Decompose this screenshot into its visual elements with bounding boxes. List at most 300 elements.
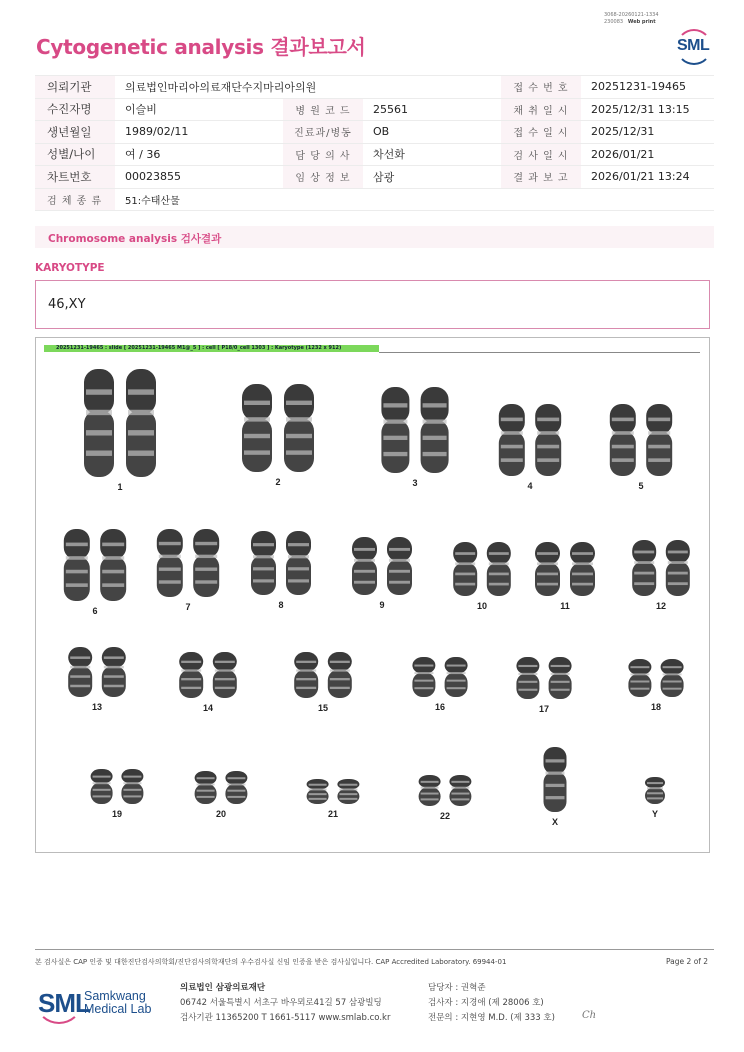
- chromosome-band: [70, 685, 90, 688]
- chromosome-band: [451, 781, 469, 783]
- chromosome-band: [104, 656, 124, 659]
- chromosome-band: [455, 552, 475, 555]
- print-meta-line2: [604, 19, 659, 26]
- chromosome-label: X: [551, 817, 559, 827]
- chromosome-Y: [645, 777, 665, 804]
- collection-time-label: 채 취 일 시: [501, 98, 581, 121]
- chromosome-band: [668, 561, 688, 564]
- chromatid-arm: [100, 556, 126, 601]
- chromosome-band: [572, 573, 593, 576]
- chromosome-band: [354, 570, 375, 573]
- chromosome-band: [634, 561, 654, 564]
- chromosome-band: [630, 673, 649, 675]
- specimen-value: 51:수태산물: [115, 188, 714, 211]
- chromosome-band: [501, 458, 523, 462]
- section-header: [35, 226, 714, 248]
- chromosome-band: [389, 548, 410, 551]
- karyogram: [35, 337, 708, 851]
- chromosome-band: [612, 431, 634, 435]
- sex-age-value: 여 / 36: [115, 143, 283, 166]
- chromosome-band: [647, 782, 663, 784]
- chromosome-band: [253, 555, 274, 558]
- chromosome-band: [383, 436, 407, 440]
- chromosome-band: [102, 583, 124, 587]
- chromatid-arm: [666, 561, 690, 596]
- sml-logo: [673, 28, 713, 64]
- chromosome-band: [546, 759, 565, 762]
- chromatid-arm: [646, 431, 672, 476]
- chromosome-band: [489, 583, 509, 586]
- chromatid-arm: [535, 563, 560, 596]
- chromosome-band: [537, 552, 558, 555]
- chromatid-arm: [544, 772, 567, 812]
- chromosome-band: [612, 445, 634, 449]
- chromosome-band: [339, 798, 357, 800]
- chromosome-band: [421, 781, 439, 783]
- logo-name-line1: Samkwang: [84, 989, 146, 1003]
- chromosome-band: [86, 389, 112, 394]
- chromosome-band: [663, 673, 682, 675]
- karyotype-title: KARYOTYPE: [35, 262, 105, 274]
- chromatid-arm: [251, 555, 276, 595]
- chromosome-20: [195, 771, 248, 804]
- chromatid-arm: [242, 417, 272, 472]
- chromosome-label: 9: [379, 600, 385, 610]
- clinical-info-value: 삼광: [363, 166, 501, 189]
- chromatid-arm: [487, 563, 511, 596]
- chromosome-band: [66, 583, 88, 587]
- collection-time-value: 2025/12/31 13:15: [581, 98, 714, 121]
- info-row-birth: [35, 121, 714, 144]
- chromosome-X: [544, 747, 567, 812]
- section-title: Chromosome analysis 검사결과: [48, 233, 222, 245]
- chromosome-band: [86, 410, 112, 415]
- chromosome-label: 15: [317, 703, 329, 713]
- chromosome-band: [104, 675, 124, 678]
- chromosome-band: [159, 542, 181, 545]
- chromosome-19: [91, 769, 144, 804]
- chromosome-3: [381, 387, 448, 473]
- chromosome-label: 7: [185, 602, 191, 612]
- chromosome-7: [157, 529, 219, 597]
- chromosome-band: [102, 570, 124, 574]
- chromatid-arm: [126, 410, 156, 477]
- chromosome-band: [455, 562, 475, 565]
- chromatid-arm: [213, 669, 237, 698]
- chromosome-band: [518, 689, 537, 691]
- chromosome-band: [288, 567, 309, 570]
- chromosome-band: [423, 419, 447, 423]
- chromosome-band: [612, 458, 634, 462]
- chromosome-band: [414, 680, 433, 682]
- chromatid-arm: [445, 672, 468, 697]
- chromosome-band: [244, 434, 270, 438]
- image-caption: 20251231-19465 : slide [ 20251231-19465 M1@_5 ] : cell [ P18/0_cell 1303 ] : Karyotype (1232 x 912): [56, 345, 342, 351]
- chromosome-band: [572, 552, 593, 555]
- chromosome-14: [179, 652, 237, 698]
- chromosome-band: [663, 681, 682, 683]
- chromosome-band: [339, 793, 357, 795]
- staff-specialist: 전문의 : 지현영 M.D. (제 333 호): [428, 1013, 555, 1023]
- karyotype-result: 46,XY: [48, 297, 86, 312]
- report-time-label: 결 과 보 고: [501, 166, 581, 189]
- footer-staff: [428, 981, 555, 1026]
- chromatid-arm: [387, 559, 412, 595]
- chromosome-band: [648, 445, 670, 449]
- chromatid-arm: [499, 431, 525, 476]
- info-row-institution: [35, 76, 714, 99]
- chromosome-band: [572, 583, 593, 586]
- chromosome-band: [421, 793, 439, 795]
- chromosome-label: 22: [439, 811, 451, 821]
- department-label: 진료과/병동: [283, 121, 363, 144]
- chromosome-band: [383, 403, 407, 407]
- chromosome-band: [447, 680, 466, 682]
- chromosome-label: 1: [117, 482, 123, 492]
- hospital-code-label: 병 원 코 드: [283, 98, 363, 121]
- chromosome-band: [86, 430, 112, 435]
- chromosome-band: [197, 783, 215, 785]
- chromosome-band: [102, 556, 124, 560]
- chromosome-band: [227, 796, 245, 798]
- chromosome-band: [309, 784, 327, 786]
- chromatid-arm: [421, 420, 449, 473]
- chromatid-arm: [68, 666, 92, 697]
- patient-info-table: [35, 75, 714, 211]
- org-name: 의료법인 삼광의료재단: [180, 983, 266, 993]
- chromosome-band: [630, 681, 649, 683]
- chromosome-16: [412, 657, 467, 697]
- page-number: Page 2 of 2: [666, 957, 709, 966]
- chromosome-band: [647, 797, 663, 799]
- chromosome-8: [251, 531, 311, 595]
- received-time-value: 2025/12/31: [581, 121, 714, 144]
- chromatid-arm: [352, 559, 377, 595]
- chromosome-band: [181, 669, 201, 671]
- chromosome-band: [288, 579, 309, 582]
- test-date-label: 검 사 일 시: [501, 143, 581, 166]
- chromosome-band: [663, 688, 682, 690]
- chromosome-band: [296, 678, 316, 680]
- chromosome-band: [423, 403, 447, 407]
- chromosome-band: [648, 431, 670, 435]
- chromosome-band: [663, 666, 682, 668]
- signature: Ch: [582, 1010, 597, 1021]
- chromosome-band: [296, 669, 316, 671]
- chromosome-band: [647, 787, 663, 789]
- department-value: OB: [363, 121, 501, 144]
- sml-logo-text: SML: [677, 37, 710, 54]
- chromosome-label: 4: [527, 481, 533, 491]
- chromatid-arm: [628, 673, 651, 697]
- chromatid-arm: [179, 669, 203, 698]
- chromosome-band: [551, 673, 570, 675]
- chromosome-15: [294, 652, 352, 698]
- accession-value: 20251231-19465: [581, 76, 714, 99]
- org-address: 06742 서울특별시 서초구 바우뫼로41길 57 삼광빌딩: [180, 998, 382, 1008]
- chromatid-arm: [91, 782, 113, 804]
- chromosome-band: [537, 431, 559, 435]
- specimen-label: 검 체 종 류: [35, 188, 115, 211]
- chromatid-arm: [64, 556, 90, 601]
- chromosome-band: [339, 788, 357, 790]
- chromosome-band: [253, 543, 274, 546]
- chromosome-1: [84, 369, 156, 477]
- chromatid-arm: [453, 563, 477, 596]
- chromosome-label: 3: [412, 478, 418, 488]
- chromosome-band: [123, 789, 141, 791]
- chromosome-band: [518, 673, 537, 675]
- chromosome-band: [537, 458, 559, 462]
- chromosome-band: [389, 581, 410, 584]
- chromosome-band: [128, 389, 154, 394]
- chromosome-band: [455, 583, 475, 586]
- chromatid-arm: [294, 669, 318, 698]
- chromosome-band: [551, 689, 570, 691]
- chromosome-label: 14: [202, 703, 214, 713]
- chromosome-band: [66, 556, 88, 560]
- chromosome-band: [253, 567, 274, 570]
- chromosome-band: [128, 430, 154, 435]
- chromosome-band: [215, 678, 235, 680]
- chromosome-band: [309, 788, 327, 790]
- samkwang-logo-name: [84, 990, 151, 1016]
- chromatid-arm: [193, 555, 219, 597]
- chromosome-label: 20: [215, 809, 227, 819]
- chromosome-band: [421, 787, 439, 789]
- chromosome-4: [499, 404, 561, 476]
- chromosome-band: [423, 436, 447, 440]
- chromosome-label: 16: [434, 702, 446, 712]
- chromosome-band: [66, 570, 88, 574]
- chromosome-band: [518, 681, 537, 683]
- chromosome-band: [286, 450, 312, 454]
- info-row-specimen: [35, 188, 714, 211]
- chromosome-13: [68, 647, 126, 697]
- chromosome-band: [296, 687, 316, 689]
- chromosome-band: [634, 551, 654, 554]
- chromosome-band: [93, 795, 111, 797]
- accession-label: 접 수 번 호: [501, 76, 581, 99]
- chromosome-band: [501, 418, 523, 422]
- chromosome-band: [197, 777, 215, 779]
- chromosome-band: [546, 796, 565, 799]
- hospital-code-value: 25561: [363, 98, 501, 121]
- chromosome-band: [195, 555, 217, 558]
- chromatid-arm: [645, 787, 665, 804]
- chromosome-band: [668, 582, 688, 585]
- chromosome-band: [309, 798, 327, 800]
- chromosome-band: [128, 451, 154, 456]
- chromosome-band: [551, 681, 570, 683]
- chromosome-11: [535, 542, 595, 596]
- chromosome-band: [244, 401, 270, 405]
- clinical-info-label: 임 상 정 보: [283, 166, 363, 189]
- chromatid-arm: [102, 666, 126, 697]
- chromosome-band: [501, 445, 523, 449]
- chromosome-band: [93, 776, 111, 778]
- chromosome-band: [518, 665, 537, 667]
- chromatid-arm: [535, 431, 561, 476]
- info-row-chart: [35, 166, 714, 189]
- chromosome-12: [632, 540, 690, 596]
- chromosome-label: 17: [538, 704, 550, 714]
- chromosome-band: [489, 573, 509, 576]
- chromatid-arm: [661, 673, 684, 697]
- chromatid-arm: [84, 410, 114, 477]
- chromosome-band: [537, 583, 558, 586]
- footer-rule: [35, 949, 714, 950]
- chromosome-band: [128, 410, 154, 415]
- chromosome-band: [215, 687, 235, 689]
- chromatid-arm: [516, 673, 539, 699]
- chromatid-arm: [121, 782, 143, 804]
- received-time-label: 접 수 일 시: [501, 121, 581, 144]
- chromatid-arm: [328, 669, 352, 698]
- physician-value: 차선화: [363, 143, 501, 166]
- chromosome-band: [546, 772, 565, 775]
- chromosome-band: [195, 580, 217, 583]
- print-meta-type: Web print: [627, 18, 656, 25]
- chromatid-arm: [195, 784, 217, 804]
- chromatid-arm: [225, 784, 247, 804]
- chromosome-5: [610, 404, 672, 476]
- chromatid-arm: [412, 672, 435, 697]
- chromosome-band: [195, 567, 217, 570]
- chromosome-label: 5: [638, 481, 644, 491]
- print-meta-code: 230083: [604, 18, 624, 25]
- staff-tester: 검사자 : 지경애 (제 28006 호): [428, 998, 544, 1008]
- chromosome-band: [104, 666, 124, 669]
- chromosome-band: [421, 798, 439, 800]
- chromosome-band: [572, 562, 593, 565]
- info-row-patient: [35, 98, 714, 121]
- chromatid-arm: [286, 555, 311, 595]
- test-date-value: 2026/01/21: [581, 143, 714, 166]
- chromosome-band: [286, 434, 312, 438]
- chromosome-band: [195, 542, 217, 545]
- chromosome-band: [181, 661, 201, 663]
- chromosome-band: [537, 573, 558, 576]
- chromosome-band: [354, 559, 375, 562]
- chromosome-band: [244, 417, 270, 421]
- chromosome-band: [414, 665, 433, 667]
- chromosome-label: 11: [560, 601, 570, 611]
- chromatid-arm: [381, 420, 409, 473]
- chromosome-label: 10: [476, 601, 488, 611]
- chart-number-value: 00023855: [115, 166, 283, 189]
- chromosome-band: [70, 666, 90, 669]
- chromosome-band: [389, 570, 410, 573]
- chromosome-band: [159, 555, 181, 558]
- chromosome-10: [453, 542, 511, 596]
- birth-date-label: 생년월일: [35, 121, 115, 144]
- chromosome-band: [634, 572, 654, 575]
- chromosome-label: 13: [91, 702, 103, 712]
- chromosome-9: [352, 537, 412, 595]
- chromosome-band: [668, 551, 688, 554]
- chromosome-band: [253, 579, 274, 582]
- birth-date-value: 1989/02/11: [115, 121, 283, 144]
- samkwang-logo-sml: SML: [38, 988, 90, 1018]
- chromosome-band: [227, 790, 245, 792]
- patient-name-value: 이슬비: [115, 98, 283, 121]
- org-contact: 검사기관 11365200 T 1661-5117 www.smlab.co.kr: [180, 1013, 391, 1023]
- chromosome-band: [354, 581, 375, 584]
- chromatid-arm: [449, 787, 471, 806]
- chromosome-band: [647, 792, 663, 794]
- info-row-sex-age: [35, 143, 714, 166]
- chromosome-17: [516, 657, 571, 699]
- chromatid-arm: [610, 431, 636, 476]
- print-meta: [604, 12, 659, 25]
- chromosome-band: [93, 782, 111, 784]
- report-title: Cytogenetic analysis 결과보고서: [36, 35, 366, 59]
- chromosome-band: [296, 661, 316, 663]
- chromosome-band: [123, 795, 141, 797]
- chromosome-band: [612, 418, 634, 422]
- chromosome-band: [447, 672, 466, 674]
- chromosome-band: [354, 548, 375, 551]
- chromatid-arm: [157, 555, 183, 597]
- chromosome-band: [123, 782, 141, 784]
- karyotype-result-box: [35, 280, 710, 329]
- chromosome-band: [330, 687, 350, 689]
- chromosome-band: [668, 572, 688, 575]
- chromosome-band: [489, 562, 509, 565]
- chromosome-band: [551, 665, 570, 667]
- chromosome-band: [286, 401, 312, 405]
- chromosome-band: [383, 419, 407, 423]
- chromatid-arm: [570, 563, 595, 596]
- chromatid-arm: [307, 789, 329, 805]
- chromosome-band: [330, 678, 350, 680]
- chromosome-label: 8: [278, 600, 284, 610]
- chromosome-band: [451, 793, 469, 795]
- chromosome-band: [537, 418, 559, 422]
- chromosome-band: [489, 552, 509, 555]
- patient-name-label: 수진자명: [35, 98, 115, 121]
- chromosome-band: [634, 582, 654, 585]
- chromosome-band: [389, 559, 410, 562]
- chromosome-band: [181, 678, 201, 680]
- chromosome-band: [197, 796, 215, 798]
- institution-label: 의뢰기관: [35, 76, 115, 99]
- chromatid-arm: [419, 787, 441, 806]
- chromosome-band: [288, 555, 309, 558]
- chromosome-band: [447, 687, 466, 689]
- physician-label: 담 당 의 사: [283, 143, 363, 166]
- chromosome-band: [423, 452, 447, 456]
- chromosome-band: [309, 793, 327, 795]
- chromosome-label: 6: [92, 606, 98, 616]
- chromosome-label: Y: [651, 809, 659, 819]
- chromosome-label: 18: [650, 702, 662, 712]
- chromosome-band: [286, 417, 312, 421]
- chromosome-band: [330, 669, 350, 671]
- chromosome-band: [102, 543, 124, 547]
- accreditation-note: 본 검사실은 CAP 인증 및 대한진단검사의학회/진단검사의학재단의 우수검사실 신임 인증을 받은 검사실입니다. CAP Accredited Laboratory. 69944-01: [35, 958, 507, 966]
- chromosome-band: [414, 687, 433, 689]
- chromosome-band: [648, 418, 670, 422]
- chromosome-band: [181, 687, 201, 689]
- chromosome-band: [546, 784, 565, 787]
- footer-organization: [180, 981, 390, 1026]
- chromosome-band: [451, 787, 469, 789]
- chromosome-band: [244, 450, 270, 454]
- chromosome-band: [70, 656, 90, 659]
- chromatid-arm: [337, 789, 359, 805]
